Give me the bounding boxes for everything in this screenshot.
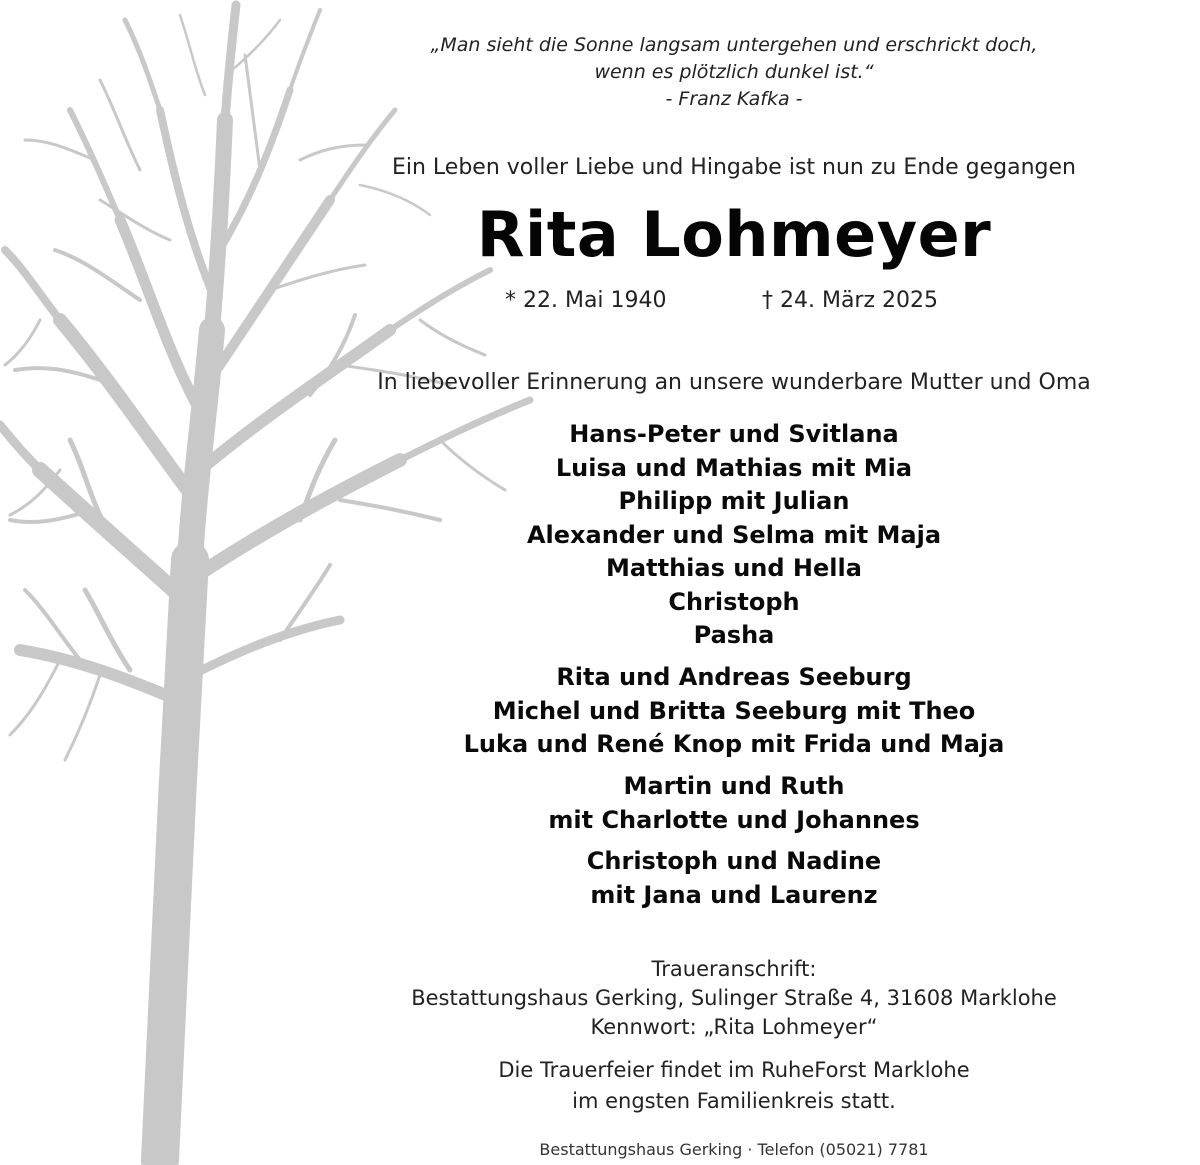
mourner-name: Pasha [693, 621, 775, 649]
deceased-name: Rita Lohmeyer [476, 198, 992, 271]
mourner-name: mit Jana und Laurenz [590, 880, 878, 909]
mourner-name: Matthias und Hella [606, 554, 862, 582]
mourner-name: Martin und Ruth [623, 772, 845, 800]
family-group [300, 661, 1168, 762]
mourner-name: Christoph [668, 587, 800, 616]
address-line: Bestattungshaus Gerking, Sulinger Straße 4, 31608 Marklohe [411, 986, 1057, 1010]
quote-block [300, 32, 1168, 113]
quote-line: wenn es plötzlich dunkel ist.“ [594, 61, 874, 83]
intro-text: Ein Leben voller Liebe und Hingabe ist nun zu Ende gegangen [391, 155, 1077, 180]
birth-date: * 22. Mai 1940 [505, 288, 667, 313]
mourner-name: mit Charlotte und Johannes [548, 805, 920, 834]
address-heading: Traueranschrift: [651, 957, 817, 981]
mourner-name: Christoph und Nadine [586, 847, 882, 875]
family-group [300, 418, 1168, 653]
ceremony-line: im engsten Familienkreis statt. [572, 1089, 896, 1113]
mourner-name: Luisa und Mathias mit Mia [555, 453, 913, 482]
funeral-home-footer: Bestattungshaus Gerking · Telefon (05021) 7781 [539, 1140, 929, 1159]
address-keyword: Kennwort: „Rita Lohmeyer“ [590, 1015, 878, 1039]
family-group [300, 770, 1168, 837]
family-group [300, 845, 1168, 912]
ceremony-info [300, 1055, 1168, 1117]
mourner-name: Alexander und Selma mit Maja [526, 520, 942, 549]
death-date: † 24. März 2025 [762, 288, 939, 313]
ceremony-line: Die Trauerfeier findet im RuheForst Marklohe [498, 1058, 970, 1082]
mourner-name: Rita und Andreas Seeburg [556, 663, 912, 691]
mourner-name: Philipp mit Julian [618, 487, 850, 515]
mourner-name: Hans-Peter und Svitlana [569, 420, 899, 448]
obituary-content [300, 0, 1168, 1165]
mourner-name: Luka und René Knop mit Frida und Maja [463, 730, 1005, 758]
memory-text: In liebevoller Erinnerung an unsere wunderbare Mutter und Oma [377, 370, 1091, 395]
mourning-address [300, 955, 1168, 1042]
mourner-name: Michel und Britta Seeburg mit Theo [492, 696, 976, 725]
quote-line: „Man sieht die Sonne langsam untergehen und erschrickt doch, [430, 34, 1038, 56]
quote-author: - Franz Kafka - [665, 88, 803, 110]
